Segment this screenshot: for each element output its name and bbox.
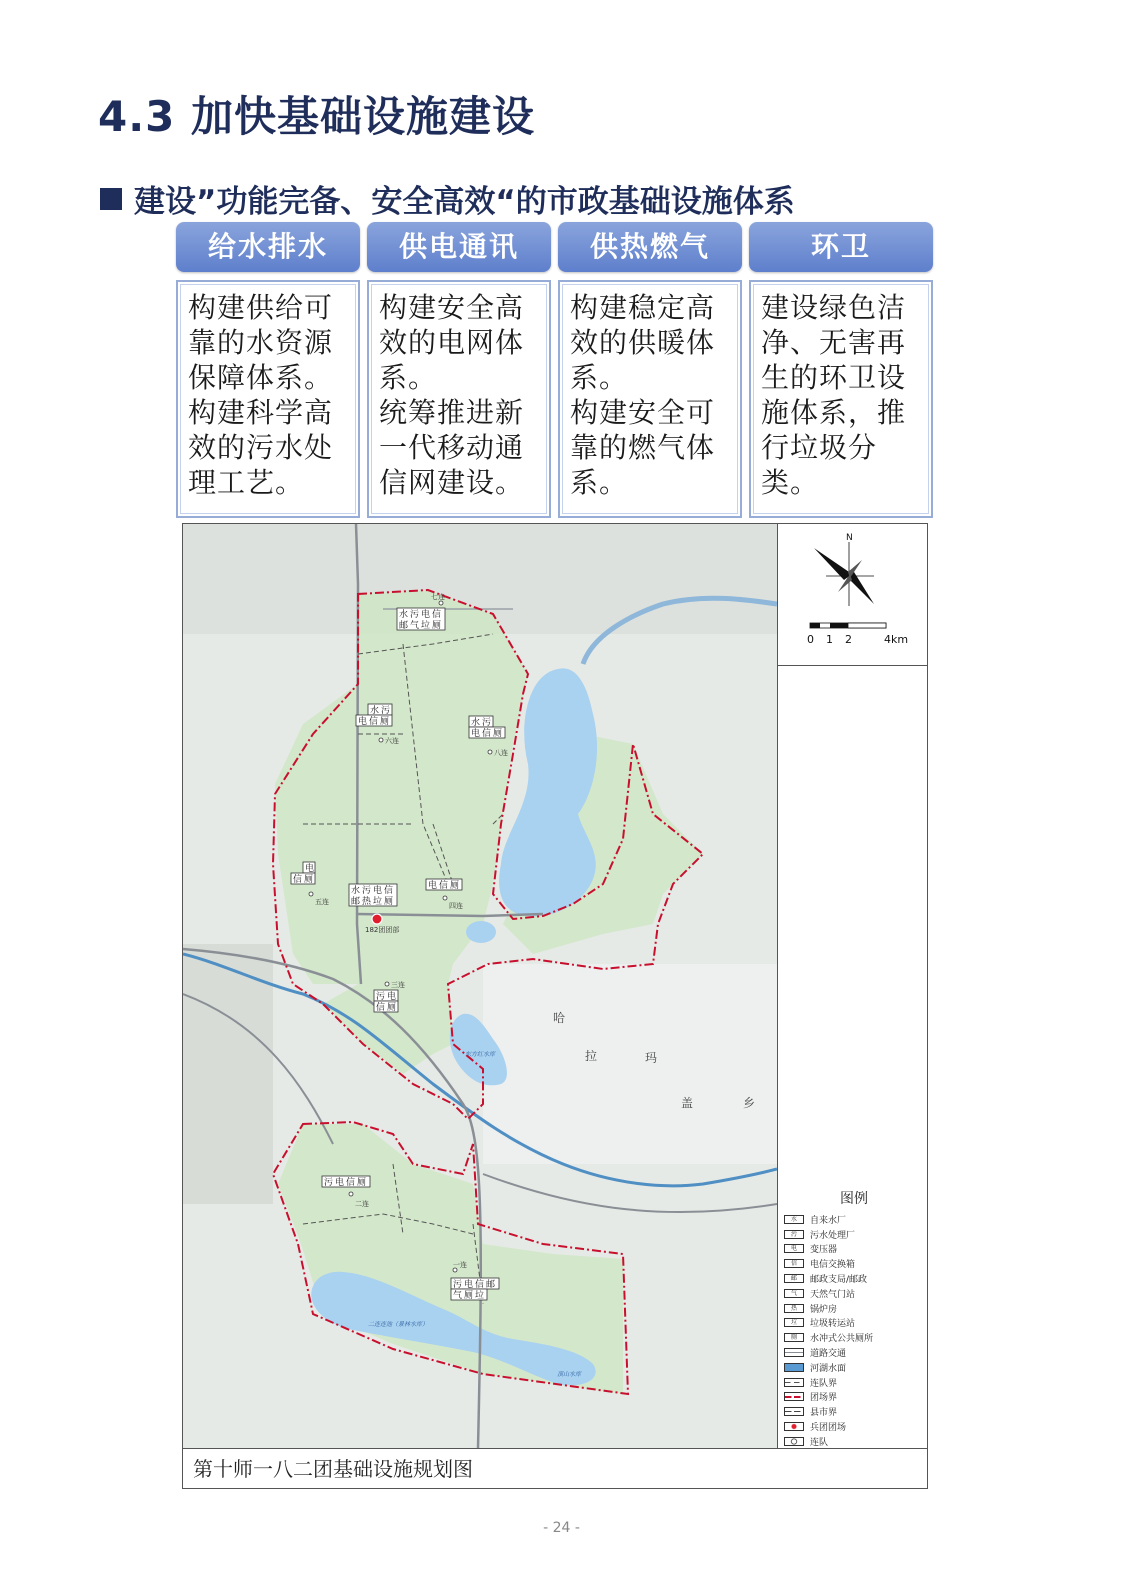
facility-label: 气: [410, 621, 420, 631]
card-water: [176, 222, 360, 518]
facility-group: [322, 1176, 370, 1188]
place-label: 一连: [453, 1261, 467, 1269]
legend-label: 道路交通: [810, 1349, 847, 1360]
legend-symbol: 垃: [784, 1318, 804, 1327]
facility-label: 邮: [399, 621, 409, 631]
legend-item: [784, 1212, 924, 1227]
regiment-symbol: [784, 1422, 804, 1431]
place-label: 六连: [385, 737, 399, 745]
card-body: [176, 280, 360, 518]
facility-label: 电: [428, 881, 438, 891]
legend-symbol: 信: [784, 1259, 804, 1268]
facility-label: 垃: [373, 897, 383, 907]
place-label: 二连: [355, 1200, 369, 1208]
company-marker: [379, 738, 383, 742]
facility-label: 污: [381, 706, 391, 716]
facility-label: 信: [482, 729, 492, 739]
facility-label: 电: [335, 1178, 345, 1188]
facility-label: 厕: [387, 1003, 397, 1013]
pond: [466, 921, 496, 943]
legend-symbol: 邮: [784, 1274, 804, 1283]
card-body: [749, 280, 933, 518]
north-arrow-icon: [778, 524, 928, 666]
legend-item: [784, 1375, 924, 1390]
lake-label: 东方红水库: [465, 1051, 496, 1058]
legend-item: [784, 1256, 924, 1271]
card-sanitation: [749, 222, 933, 518]
terrain-patch: [183, 944, 273, 1204]
page-title: 4.3 加快基础设施建设: [98, 92, 536, 141]
facility-label: 电: [387, 992, 397, 1002]
card-text: 统筹推进新一代移动通信网建设。: [379, 396, 525, 499]
card-text: 构建供给可靠的水资源保障体系。: [188, 291, 334, 394]
legend-symbol: 污: [784, 1230, 804, 1239]
facility-label: 厕: [464, 1291, 474, 1301]
facility-group: [374, 990, 398, 1013]
north-label: N: [846, 533, 853, 543]
facility-label: 信: [432, 610, 442, 620]
company-marker: [439, 601, 443, 605]
scale-label: 4km: [884, 633, 909, 646]
legend-symbol: 电: [784, 1244, 804, 1253]
road-symbol: [784, 1348, 804, 1357]
facility-label: 电: [373, 886, 383, 896]
legend-item: [784, 1404, 924, 1419]
place-label: 八连: [494, 749, 508, 757]
map-caption: 第十师一八二团基础设施规划图: [183, 1448, 927, 1488]
card-header: 环卫: [749, 222, 933, 272]
scale-label: 1: [826, 633, 833, 646]
legend-label: 电信交换箱: [810, 1260, 856, 1271]
compass-box: [778, 524, 928, 666]
facility-group: [426, 879, 462, 891]
card-body: [367, 280, 551, 518]
legend-label: 兵团团场: [810, 1423, 847, 1434]
facility-label: 水: [471, 718, 481, 728]
card-header: 供电通讯: [367, 222, 551, 272]
facility-label: 信: [346, 1178, 356, 1188]
facility-label: 水: [351, 886, 361, 896]
company-marker: [443, 896, 447, 900]
company-symbol: [784, 1437, 804, 1446]
legend-item: [784, 1301, 924, 1316]
facility-label: 邮: [351, 897, 361, 907]
card-header: 供热燃气: [558, 222, 742, 272]
facility-label: 信: [475, 1280, 485, 1290]
legend-label: 连队: [810, 1437, 829, 1448]
facility-label: 气: [453, 1291, 463, 1301]
facility-label: 电: [358, 717, 368, 727]
square-bullet-icon: [100, 188, 122, 210]
legend-item: [784, 1330, 924, 1345]
legend-label: 自来水厂: [810, 1215, 847, 1226]
region-label: 乡: [743, 1096, 756, 1110]
card-heating: [558, 222, 742, 518]
legend-label: 水冲式公共厕所: [810, 1334, 874, 1345]
card-text: 建设绿色洁净、无害再生的环卫设施体系，推行垃圾分类。: [761, 291, 907, 499]
facility-label: 污: [362, 886, 372, 896]
legend-symbol: 气: [784, 1289, 804, 1298]
regiment-boundary-symbol: [784, 1392, 804, 1401]
water-symbol: [784, 1363, 804, 1372]
county-boundary-symbol: [784, 1407, 804, 1416]
facility-label: 邮: [486, 1280, 496, 1290]
legend-label: 天然气门站: [810, 1289, 856, 1300]
legend-item: [784, 1242, 924, 1257]
facility-label: 厕: [380, 717, 390, 727]
facility-label: 垃: [421, 621, 431, 631]
legend-label: 团场界: [810, 1393, 838, 1404]
legend-label: 变压器: [810, 1245, 838, 1256]
map-area: [183, 524, 777, 1448]
map-frame: [182, 523, 928, 1489]
facility-label: 污: [453, 1280, 463, 1290]
facility-label: 信: [376, 1003, 386, 1013]
page-number: - 24 -: [543, 1520, 580, 1536]
card-text: 构建科学高效的污水处理工艺。: [188, 396, 334, 499]
legend-label: 锅炉房: [810, 1304, 838, 1315]
company-marker: [309, 892, 313, 896]
facility-label: 电: [464, 1280, 474, 1290]
company-marker: [385, 982, 389, 986]
company-marker: [488, 750, 492, 754]
facility-label: 电: [471, 729, 481, 739]
legend-label: 污水处理厂: [810, 1230, 856, 1241]
facility-label: 水: [370, 706, 380, 716]
lake-label: 二连连池（景林水库）: [368, 1321, 429, 1328]
section-heading: [100, 176, 795, 221]
category-cards: [176, 222, 933, 518]
facility-label: 电: [421, 610, 431, 620]
legend-symbol: 热: [784, 1304, 804, 1313]
place-label: 七连: [431, 593, 445, 601]
company-boundary-symbol: [784, 1378, 804, 1387]
company-marker: [349, 1192, 353, 1196]
legend-item: [784, 1419, 924, 1434]
legend-label: 垃圾转运站: [810, 1319, 856, 1330]
legend-label: 县市界: [810, 1408, 838, 1419]
map-side-panel: [777, 524, 927, 1448]
regiment-hq-marker: [372, 914, 382, 924]
section-heading-text: 建设”功能完备、安全高效“的市政基础设施体系: [134, 184, 795, 220]
place-label: 182团团部: [365, 926, 400, 934]
legend-label: 邮政支局/邮政: [810, 1275, 868, 1286]
facility-group: [397, 608, 445, 631]
facility-label: 污: [482, 718, 492, 728]
facility-label: 热: [362, 897, 372, 907]
card-text: 构建稳定高效的供暖体系。: [570, 291, 716, 394]
map-legend: [784, 1188, 924, 1449]
legend-item: [784, 1434, 924, 1449]
facility-label: 厕: [493, 729, 503, 739]
legend-symbol: 厕: [784, 1333, 804, 1342]
legend-label: 连队界: [810, 1378, 838, 1389]
place-label: 三连: [391, 981, 405, 989]
card-text: 构建安全可靠的燃气体系。: [570, 396, 716, 499]
legend-item: [784, 1271, 924, 1286]
facility-label: 厕: [450, 881, 460, 891]
legend-item: [784, 1390, 924, 1405]
legend-item: [784, 1345, 924, 1360]
card-power: [367, 222, 551, 518]
legend-item: [784, 1286, 924, 1301]
scale-label: 2: [845, 633, 852, 646]
facility-label: 信: [369, 717, 379, 727]
legend-item: [784, 1360, 924, 1375]
scale-label: 0: [807, 633, 814, 646]
facility-label: 厕: [432, 621, 442, 631]
region-label: 盖: [681, 1096, 694, 1110]
facility-label: 厕: [384, 897, 394, 907]
card-text: 构建安全高效的电网体系。: [379, 291, 525, 394]
lake-label: 顶山水库: [557, 1371, 582, 1378]
region-label: 拉: [585, 1049, 598, 1063]
legend-symbol: 水: [784, 1215, 804, 1224]
facility-label: 信: [384, 886, 394, 896]
legend-label: 河湖水面: [810, 1363, 847, 1374]
facility-label: 信: [439, 881, 449, 891]
card-body: [558, 280, 742, 518]
facility-label: 电: [305, 864, 315, 874]
map-canvas: [183, 524, 777, 1448]
facility-label: 污: [410, 610, 420, 620]
facility-label: 厕: [304, 875, 314, 885]
facility-label: 信: [293, 875, 303, 885]
region-label: 哈: [553, 1011, 566, 1025]
facility-label: 水: [399, 610, 409, 620]
legend-title: 图例: [840, 1191, 868, 1207]
place-label: 五连: [315, 898, 329, 906]
legend-item: [784, 1227, 924, 1242]
card-header: 给水排水: [176, 222, 360, 272]
region-label: 玛: [645, 1051, 658, 1065]
facility-label: 厕: [357, 1178, 367, 1188]
place-label: 四连: [449, 902, 463, 910]
facility-label: 垃: [475, 1291, 485, 1301]
legend-item: [784, 1316, 924, 1331]
terrain-patch: [483, 964, 777, 1164]
facility-label: 污: [324, 1178, 334, 1188]
facility-label: 污: [376, 992, 386, 1002]
facility-group: [349, 884, 397, 907]
